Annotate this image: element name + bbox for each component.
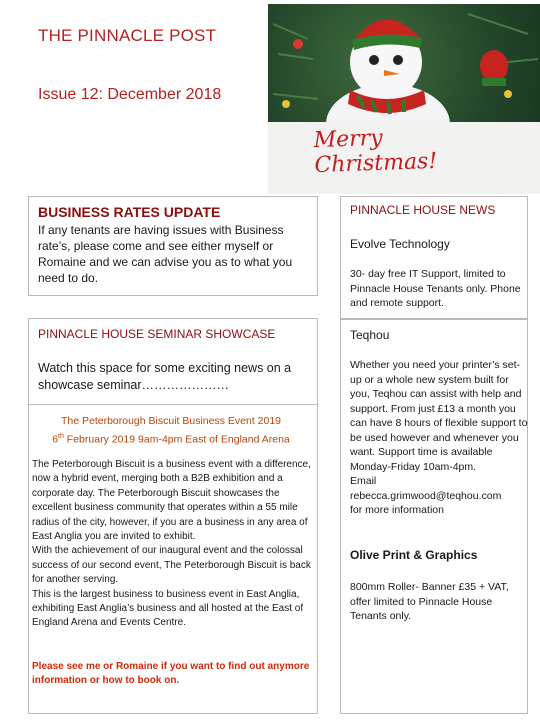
greeting-line-2: Christmas!: [314, 148, 438, 179]
teqhou-more-info: for more information: [350, 504, 444, 516]
christmas-image: [268, 4, 540, 194]
olive-body: 800mm Roller- Banner £35 + VAT, offer limited to Pinnacle House Tenants only.: [350, 581, 509, 622]
teqhou-description: Whether you need your printer’s set-up or a whole new system built for you, Teqhou can assist with help and support. From just £13 a month you can have 8 hours of flexible support to be used however and whenever you want. Support time is available Monday-Friday 10am-4pm.: [350, 359, 528, 473]
newsletter-title: THE PINNACLE POST: [38, 26, 217, 45]
biscuit-event-body: The Peterborough Biscuit is a business event with a difference, now a hybrid event, merging both a B2B exhibition and a corporate day. The Peterborough Biscuit showcases the excellent business community that operates within a 55 mile radius of the city, however, if you are a business in any area of East Anglia you are invited to exhibit. With the achievement of our inaugural event and the colossal success of our second event, The Peterborough Biscuit is back for another serving. This is the largest business to business event in East Anglia, exhibiting East Anglia’s business and all hosted at the East of England Arena and Events Centre.: [32, 459, 311, 629]
news-title: PINNACLE HOUSE NEWS: [350, 203, 496, 217]
biscuit-event-contact-note: Please see me or Romaine if you want to find out anymore information or how to book on.: [32, 661, 310, 687]
event-date-details: February 2019 9am-4pm East of England Arena: [63, 433, 290, 446]
biscuit-event-heading-line1: The Peterborough Biscuit Business Event 2019: [60, 415, 282, 427]
biscuit-event-heading: [40, 414, 302, 448]
olive-heading: Olive Print & Graphics: [350, 548, 478, 562]
seminar-body: Watch this space for some exciting news on a showcase seminar…………………: [38, 361, 292, 392]
teqhou-email-label: Email: [350, 475, 377, 487]
teqhou-body: [350, 358, 530, 518]
evolve-heading: Evolve Technology: [350, 237, 450, 251]
teqhou-email[interactable]: rebecca.grimwood@teqhou.com: [350, 489, 502, 502]
business-rates-body: If any tenants are having issues with Business rate’s, please come and see either myself or Romaine and we can advise you as to what you need to do.: [38, 223, 293, 285]
business-rates-title: BUSINESS RATES UPDATE: [38, 204, 221, 220]
event-day-suffix: th: [58, 433, 64, 440]
biscuit-event-heading-line2: [40, 429, 302, 448]
teqhou-heading: Teqhou: [350, 328, 390, 342]
event-day: 6: [52, 433, 59, 446]
evolve-body: 30- day free IT Support, limited to Pinnacle House Tenants only. Phone and remote support.: [350, 268, 521, 309]
seminar-title: PINNACLE HOUSE SEMINAR SHOWCASE: [38, 327, 276, 341]
issue-date: Issue 12: December 2018: [38, 86, 222, 103]
greeting-line-1: Merry: [313, 125, 384, 154]
merry-christmas-text: [313, 124, 437, 178]
